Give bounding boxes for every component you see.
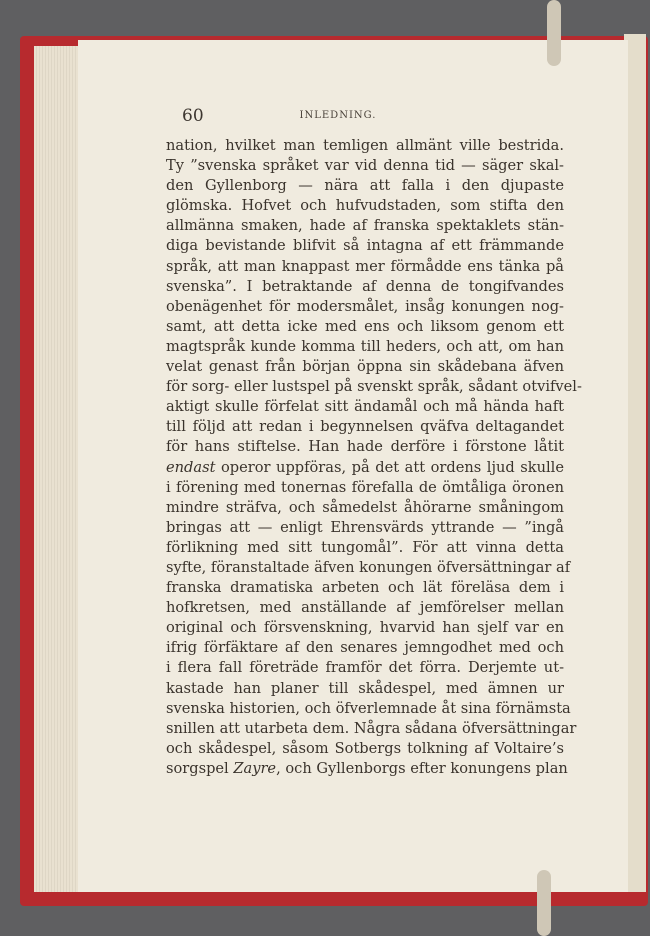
- bookmark-ribbon-bottom: [537, 870, 551, 936]
- text-line: språk, att man knappast mer förmådde ens tänka på: [166, 257, 564, 275]
- text-line: kastade han planer till skådespel, med ämnen ur: [166, 679, 564, 697]
- text-line: i förening med tonernas förefalla de ömtåliga öronen: [166, 478, 564, 496]
- text-line: allmänna smaken, hade af franska spektaklets stän-: [166, 217, 564, 235]
- page-header: [104, 106, 572, 126]
- text-line: svenska”. I betraktande af denna de tongifvandes: [166, 277, 564, 295]
- text-line: mindre sträfva, och såmedelst åhörarne småningom: [166, 498, 564, 516]
- running-head: INLEDNING.: [299, 110, 377, 121]
- text-line: original och försvenskning, hvarvid han sjelf var en: [166, 619, 564, 637]
- text-line: samt, att detta icke med ens och liksom genom ett: [166, 317, 564, 335]
- text-line: Ty ”svenska språket var vid denna tid — säger skal-: [166, 157, 564, 175]
- text-line: aktigt skulle förfelat sitt ändamål och må hända haft: [166, 398, 564, 416]
- text-line: för hans stiftelse. Han hade derföre i förstone låtit: [166, 438, 564, 456]
- text-line: i flera fall företräde framför det förra. Derjemte ut-: [166, 659, 564, 677]
- italic-text: endast: [166, 458, 216, 476]
- text-line: bringas att — enligt Ehrensvärds yttrande — ”ingå: [166, 518, 564, 536]
- text-line: ifrig förfäktare af den senares jemngodhet med och: [166, 639, 564, 657]
- text-line: snillen att utarbeta dem. Några sådana öfversättningar: [166, 719, 577, 737]
- text-line: sorgspel Zayre, och Gyllenborgs efter konungens plan: [166, 759, 568, 777]
- text-line: och skådespel, såsom Sotbergs tolkning af Voltaire’s: [166, 739, 564, 757]
- text-line: magtspråk kunde komma till heders, och att, om han: [166, 337, 564, 355]
- text-line: franska dramatiska arbeten och lät föreläsa dem i: [166, 579, 564, 597]
- text-line: glömska. Hofvet och hufvudstaden, som stifta den: [166, 197, 564, 215]
- text-line: för sorg- eller lustspel på svenskt språk, sådant otvifvel-: [166, 378, 582, 396]
- text-line: velat genast från början öppna sin skådebana äfven: [166, 358, 564, 376]
- text-line: svenska historien, och öfverlemnade åt sina förnämsta: [166, 699, 571, 717]
- body-text: [166, 136, 582, 779]
- text-line: diga bevistande blifvit så intagna af ett främmande: [166, 237, 564, 255]
- bookmark-ribbon-top: [547, 0, 561, 66]
- text-line: förlikning med sitt tungomål”. För att vinna detta: [166, 538, 564, 556]
- text-line: den Gyllenborg — nära att falla i den djupaste: [166, 177, 564, 195]
- text-line: nation, hvilket man temligen allmänt ville bestrida.: [166, 137, 564, 154]
- text-line: hofkretsen, med anställande af jemförelser mellan: [166, 599, 564, 617]
- text-line: endast operor uppföras, på det att ordens ljud skulle: [166, 458, 564, 476]
- page-number: 60: [182, 106, 204, 126]
- italic-text: Zayre: [233, 759, 277, 777]
- text-line: till följd att redan i begynnelsen qväfva deltagandet: [166, 418, 564, 436]
- text-line: syfte, föranstaltade äfven konungen öfversättningar af: [166, 558, 571, 576]
- text-line: obenägenhet för modersmålet, insåg konungen nog-: [166, 297, 564, 315]
